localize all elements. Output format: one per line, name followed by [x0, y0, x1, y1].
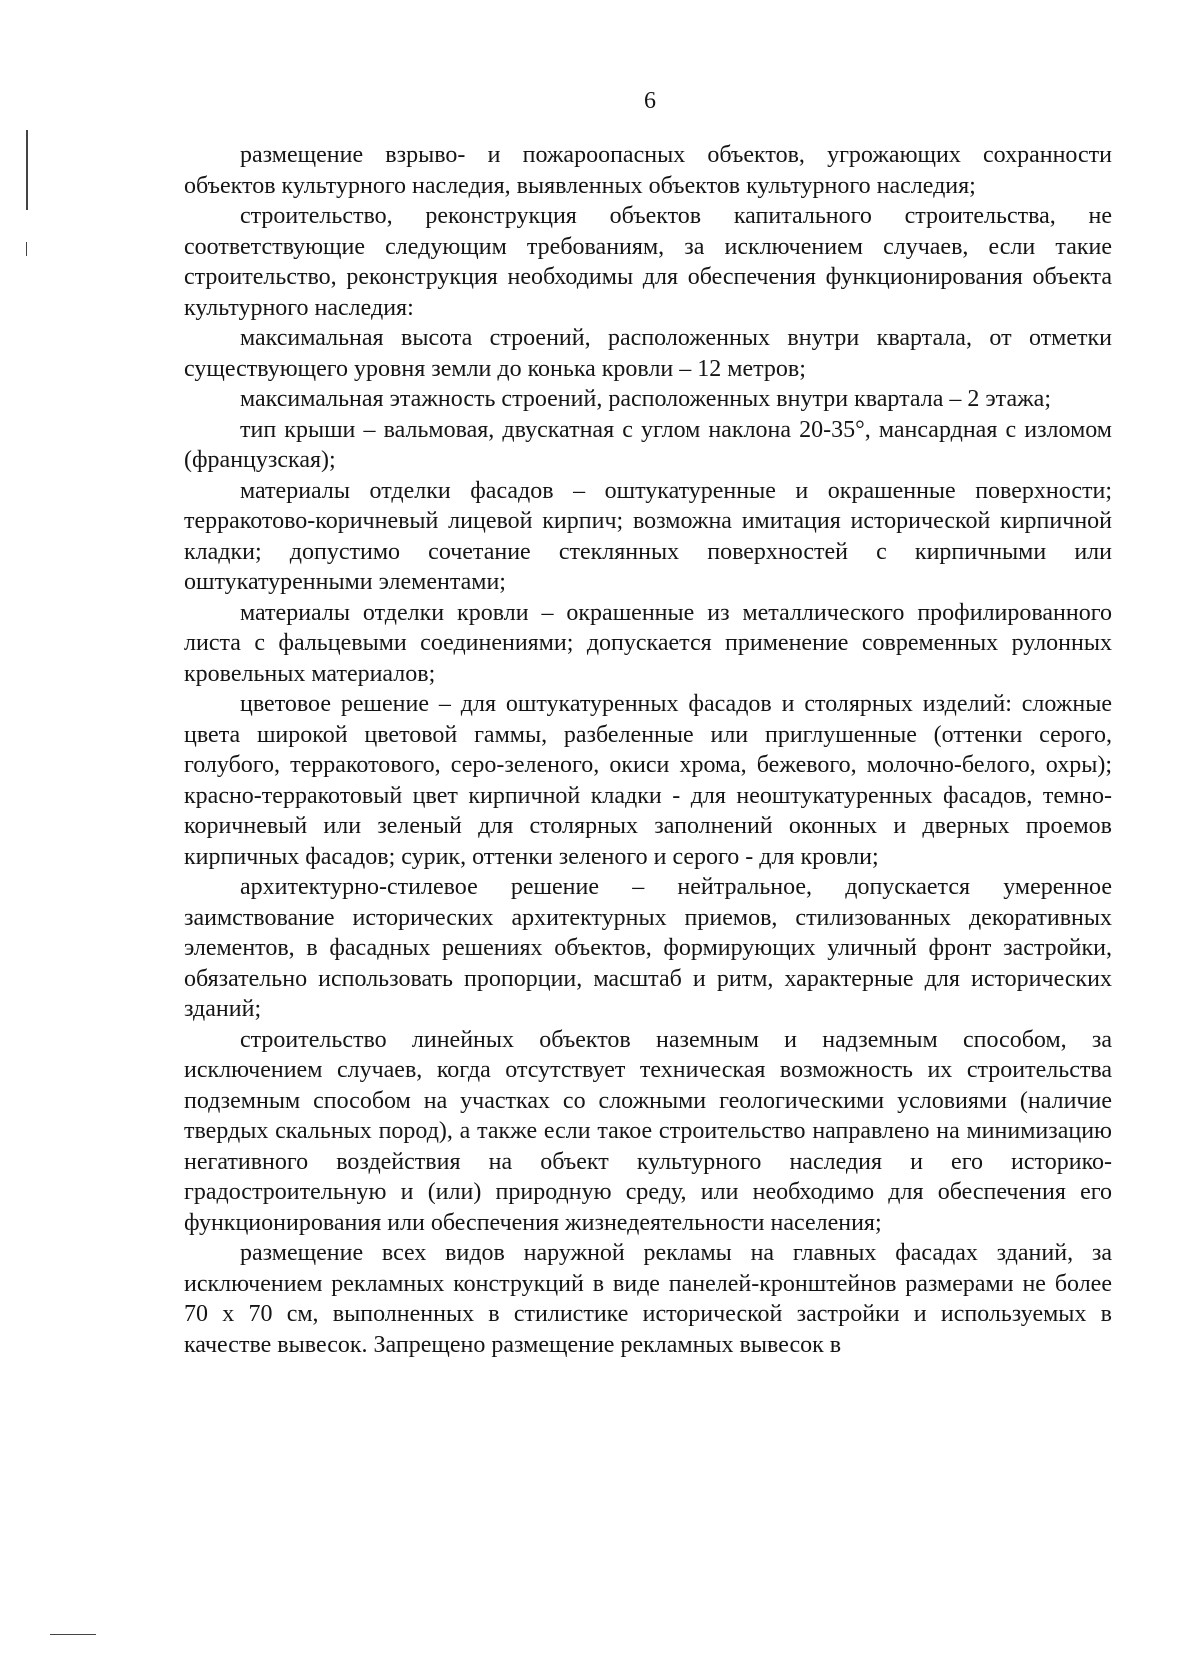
document-body: [184, 140, 1112, 1360]
paragraph-max-height: максимальная высота строений, расположенных внутри квартала, от отметки существующего уровня земли до конька кровли – 12 метров;: [184, 325, 1112, 382]
paragraph-color-solution: цветовое решение – для оштукатуренных фасадов и столярных изделий: сложные цвета широкой цветовой гаммы, разбеленные или приглушенные (оттенки серого, голубого, терракотового, серо-зеленого, окиси хрома, бежевого, молочно-белого, охры); красно-терракотовый цвет кирпичной кладки - для неоштукатуренных фасадов, темно-коричневый или зеленый для столярных заполнений оконных и дверных проемов кирпичных фасадов; сурик, оттенки зеленого и серого - для кровли;: [184, 691, 1112, 870]
paragraph-explosive-objects: размещение взрыво- и пожароопасных объектов, угрожающих сохранности объектов культурного наследия, выявленных объектов культурного наследия;: [184, 142, 1112, 199]
paragraph-facade-materials: материалы отделки фасадов – оштукатуренные и окрашенные поверхности; терракотово-коричневый лицевой кирпич; возможна имитация исторической кирпичной кладки; допустимо сочетание стеклянных поверхностей с кирпичными или оштукатуренными элементами;: [184, 477, 1112, 595]
paragraph-max-floors: максимальная этажность строений, расположенных внутри квартала – 2 этажа;: [240, 386, 1051, 412]
paragraph-advertising: размещение всех видов наружной рекламы на главных фасадах зданий, за исключением рекламных конструкций в виде панелей-кронштейнов размерами не более 70 х 70 см, выполненных в стилистике исторической застройки и используемых в качестве вывесок. Запрещено размещение рекламных вывесок в: [184, 1240, 1112, 1358]
paragraph-linear-objects: строительство линейных объектов наземным и надземным способом, за исключением случаев, когда отсутствует техническая возможность их строительства подземным способом на участках со сложными геологическими условиями (наличие твердых скальных пород), а также если такое строительство направлено на минимизацию негативного воздействия на объект культурного наследия и его историко-градостроительную и (или) природную среду, или необходимо для обеспечения его функционирования или обеспечения жизнедеятельности населения;: [184, 1026, 1112, 1236]
paragraph-architectural-style: архитектурно-стилевое решение – нейтральное, допускается умеренное заимствование исторических архитектурных приемов, стилизованных декоративных элементов, в фасадных решениях объектов, формирующих уличный фронт застройки, обязательно использовать пропорции, масштаб и ритм, характерные для исторических зданий;: [184, 874, 1112, 1022]
page-number: 6: [644, 88, 656, 114]
scan-mark-left-top: [26, 130, 28, 210]
paragraph-construction-requirements: строительство, реконструкция объектов капитального строительства, не соответствующие следующим требованиям, за исключением случаев, если такие строительство, реконструкция необходимы для обеспечения функционирования объекта культурного наследия:: [184, 203, 1112, 321]
paragraph-roof-materials: материалы отделки кровли – окрашенные из металлического профилированного листа с фальцевыми соединениями; допускается применение современных рулонных кровельных материалов;: [184, 599, 1112, 687]
scan-mark-left-bottom: [26, 242, 27, 256]
paragraph-roof-type: тип крыши – вальмовая, двускатная с углом наклона 20-35°, мансардная с изломом (французская);: [184, 416, 1112, 473]
scan-mark-bottom: [50, 1634, 96, 1635]
